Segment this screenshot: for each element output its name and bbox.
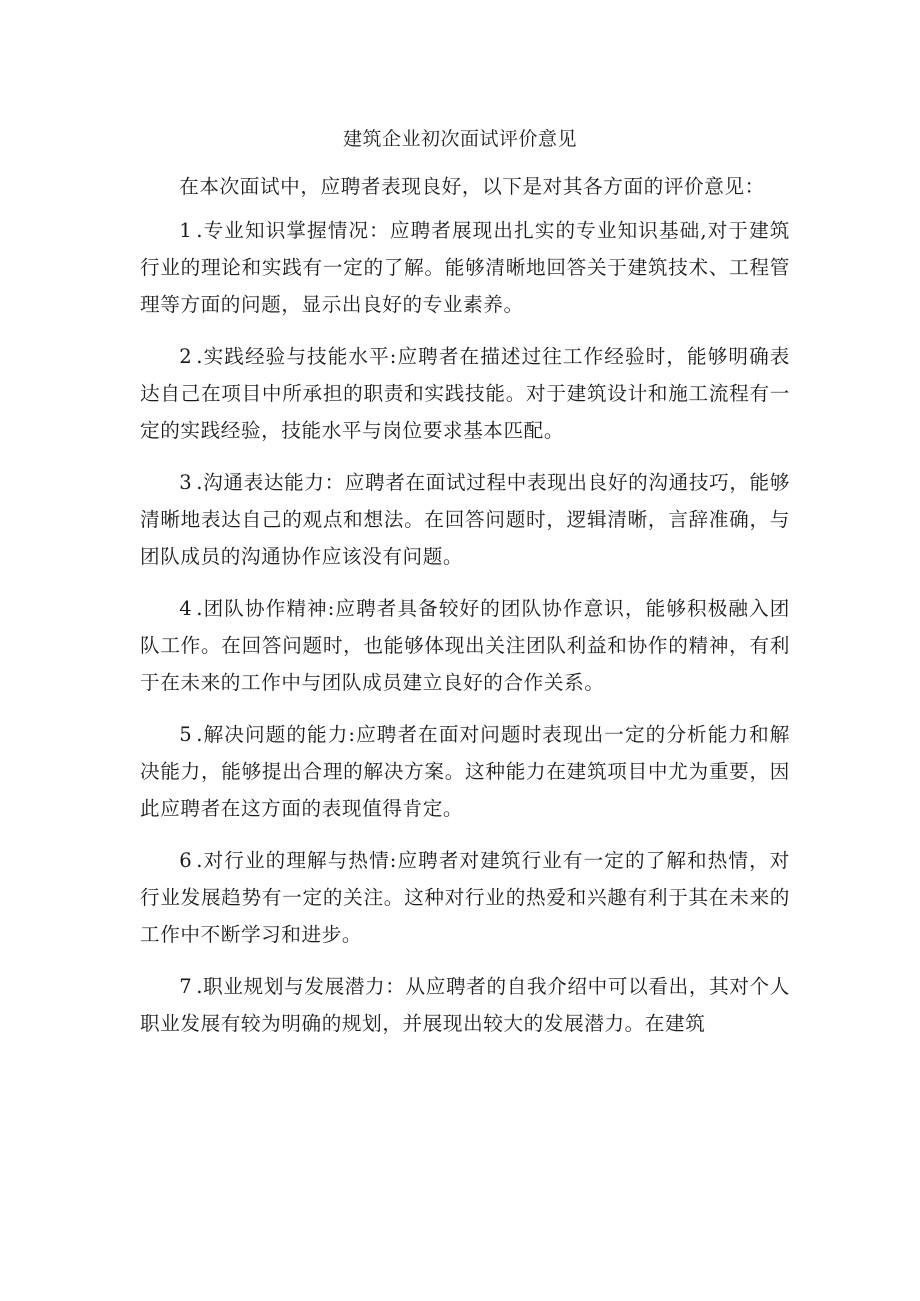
item-text: .实践经验与技能水平:应聘者在描述过往工作经验时，能够明确表达自己在项目中所承担的职责和实践技能。对于建筑设计和施工流程有一定的实践经验，技能水平与岗位要求基本匹配。: [140, 345, 790, 442]
item-number: 4: [179, 597, 193, 620]
evaluation-item: [140, 338, 790, 449]
document-body: [140, 168, 790, 1057]
document-title: 建筑企业初次面试评价意见: [342, 128, 577, 150]
evaluation-item: [140, 212, 790, 323]
item-text: .沟通表达能力：应聘者在面试过程中表现出良好的沟通技巧，能够清晰地表达自己的观点和想法。在回答问题时，逻辑清晰，言辞准确，与团队成员的沟通协作应该没有问题。: [140, 471, 790, 568]
item-number: 2: [179, 345, 193, 368]
evaluation-item: [140, 968, 790, 1042]
item-text: .团队协作精神:应聘者具备较好的团队协作意识，能够积极融入团队工作。在回答问题时，也能够体现出关注团队利益和协作的精神，有利于在未来的工作中与团队成员建立良好的合作关系。: [140, 597, 790, 694]
item-number: 5: [179, 723, 193, 746]
item-number: 6: [179, 849, 193, 872]
item-text: .解决问题的能力:应聘者在面对问题时表现出一定的分析能力和解决能力，能够提出合理的解决方案。这种能力在建筑项目中尤为重要，因此应聘者在这方面的表现值得肯定。: [140, 723, 790, 820]
item-text: .职业规划与发展潜力：从应聘者的自我介绍中可以看出，其对个人职业发展有较为明确的规划，并展现出较大的发展潜力。在建筑: [140, 975, 790, 1035]
evaluation-item: [140, 842, 790, 953]
item-text: .对行业的理解与热情:应聘者对建筑行业有一定的了解和热情，对行业发展趋势有一定的关注。这种对行业的热爱和兴趣有利于其在未来的工作中不断学习和进步。: [140, 849, 790, 946]
item-number: 1: [179, 219, 193, 242]
evaluation-item: [140, 464, 790, 575]
item-text: .专业知识掌握情况：应聘者展现出扎实的专业知识基础,对于建筑行业的理论和实践有一定的了解。能够清晰地回答关于建筑技术、工程管理等方面的问题，显示出良好的专业素养。: [140, 219, 790, 316]
item-number: 3: [179, 471, 193, 494]
evaluation-item: [140, 590, 790, 701]
intro-paragraph: 在本次面试中，应聘者表现良好，以下是对其各方面的评价意见：: [179, 175, 765, 198]
evaluation-item: [140, 716, 790, 827]
item-number: 7: [179, 975, 193, 998]
